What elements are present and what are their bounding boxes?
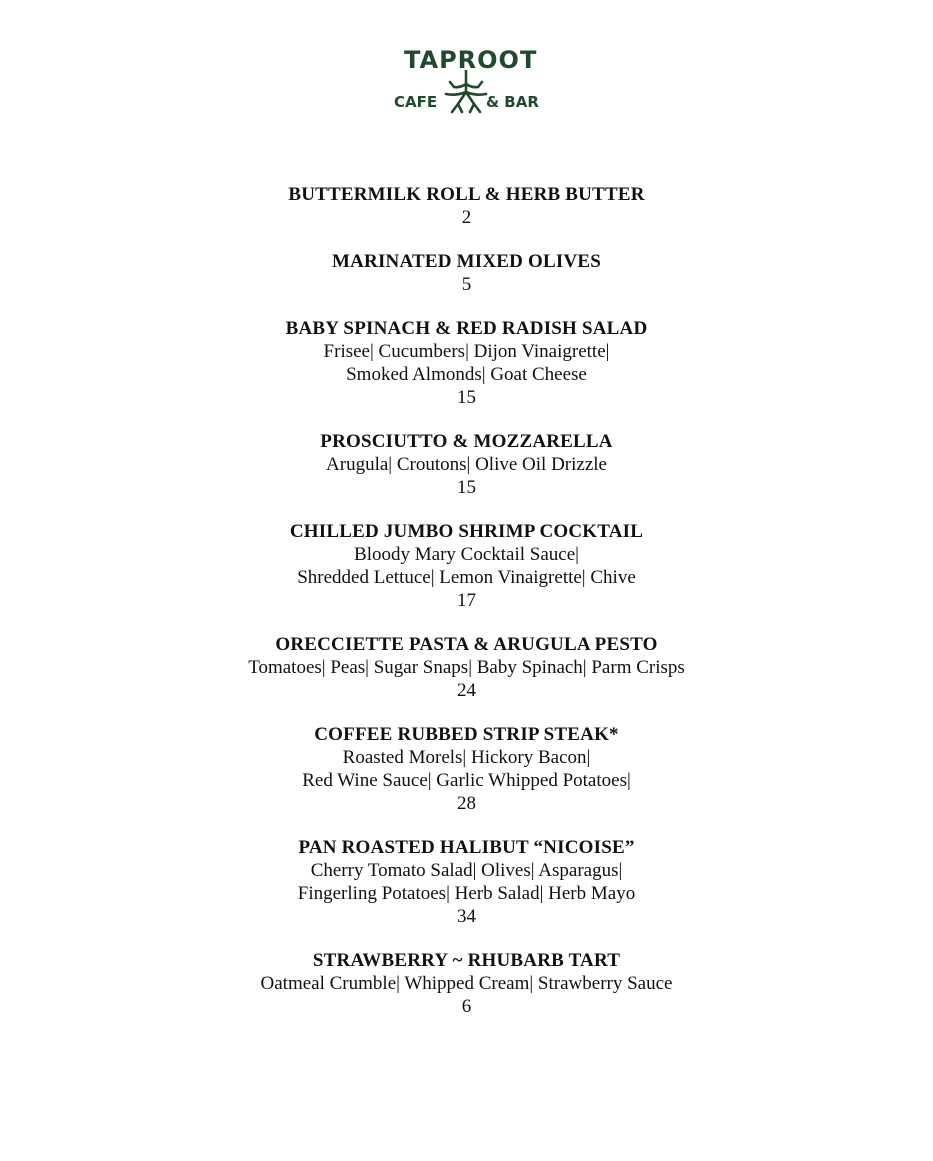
menu-item bbox=[0, 183, 933, 229]
menu-item-price: 5 bbox=[461, 274, 472, 295]
menu-item-description: Cherry Tomato Salad| Olives| Asparagus| bbox=[310, 860, 623, 881]
menu-item bbox=[0, 836, 933, 928]
menu-item-description: Shredded Lettuce| Lemon Vinaigrette| Chive bbox=[297, 567, 636, 588]
menu-item bbox=[0, 430, 933, 499]
menu-item-description: Roasted Morels| Hickory Bacon| bbox=[342, 747, 591, 768]
menu-item-description: Tomatoes| Peas| Sugar Snaps| Baby Spinach| Parm Crisps bbox=[248, 657, 685, 678]
menu-item bbox=[0, 949, 933, 1018]
menu-item-description: Oatmeal Crumble| Whipped Cream| Strawberry Sauce bbox=[260, 973, 673, 994]
menu-item-price: 2 bbox=[461, 207, 472, 228]
menu-item-description: Bloody Mary Cocktail Sauce| bbox=[354, 544, 579, 565]
logo-cafe-text: CAFE bbox=[394, 93, 438, 111]
menu-item-name: BABY SPINACH & RED RADISH SALAD bbox=[285, 318, 648, 339]
menu-item-description: Arugula| Croutons| Olive Oil Drizzle bbox=[326, 454, 607, 475]
menu-item bbox=[0, 520, 933, 612]
menu-item-name: STRAWBERRY ~ RHUBARB TART bbox=[312, 950, 621, 971]
menu-item-name: BUTTERMILK ROLL & HERB BUTTER bbox=[288, 184, 645, 205]
menu-item-name: PROSCIUTTO & MOZZARELLA bbox=[320, 431, 613, 452]
menu-item bbox=[0, 723, 933, 815]
menu-item-name: MARINATED MIXED OLIVES bbox=[331, 251, 602, 272]
menu-item bbox=[0, 633, 933, 702]
roots-icon bbox=[442, 70, 490, 116]
menu-item-description: Smoked Almonds| Goat Cheese bbox=[346, 364, 587, 385]
menu-item-description: Fingerling Potatoes| Herb Salad| Herb Mayo bbox=[297, 883, 636, 904]
menu-item-name: PAN ROASTED HALIBUT “NICOISE” bbox=[298, 837, 635, 858]
menu-item-price: 28 bbox=[457, 793, 476, 814]
menu-item bbox=[0, 250, 933, 296]
logo-bar-text: & BAR bbox=[486, 93, 539, 111]
menu-item-price: 15 bbox=[457, 477, 476, 498]
menu-list bbox=[0, 183, 933, 1039]
logo-taproot-text: TAPROOT bbox=[404, 46, 538, 74]
menu-item-price: 24 bbox=[457, 680, 476, 701]
menu-item-description: Frisee| Cucumbers| Dijon Vinaigrette| bbox=[323, 341, 610, 362]
menu-item-description: Red Wine Sauce| Garlic Whipped Potatoes| bbox=[302, 770, 631, 791]
menu-item-name: CHILLED JUMBO SHRIMP COCKTAIL bbox=[289, 521, 644, 542]
menu-item-price: 17 bbox=[457, 590, 476, 611]
menu-item-price: 15 bbox=[457, 387, 476, 408]
menu-item-price: 34 bbox=[457, 906, 476, 927]
taproot-logo bbox=[390, 44, 550, 124]
menu-item bbox=[0, 317, 933, 409]
menu-item-price: 6 bbox=[461, 996, 472, 1017]
menu-item-name: COFFEE RUBBED STRIP STEAK* bbox=[314, 724, 619, 745]
menu-item-name: ORECCIETTE PASTA & ARUGULA PESTO bbox=[275, 634, 658, 655]
